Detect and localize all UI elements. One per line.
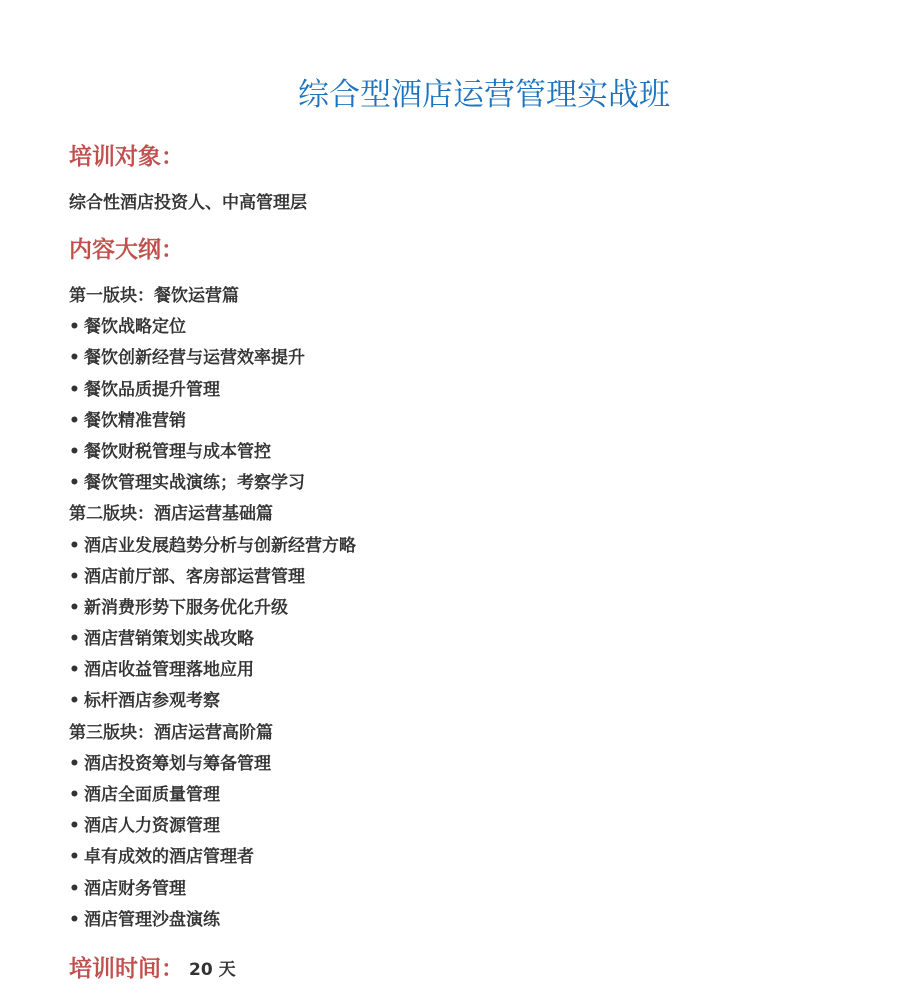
section-label: 第二版块：酒店运营基础篇 (69, 504, 273, 525)
list-item-label: 酒店业发展趋势分析与创新经营方略 (84, 535, 356, 556)
bullet-icon: • (69, 441, 80, 462)
list-item-label: 餐饮战略定位 (84, 317, 186, 338)
bullet-icon: • (69, 691, 80, 712)
outline-section-title (69, 721, 889, 752)
list-item-label: 餐饮创新经营与运营效率提升 (84, 348, 305, 369)
target-heading: 培训对象： (69, 144, 184, 170)
bullet-icon: • (69, 816, 80, 837)
bullet-icon: • (69, 317, 80, 338)
bullet-icon: • (69, 785, 80, 805)
outline-section-title (69, 284, 889, 315)
outline-heading: 内容大纲： (69, 237, 184, 263)
bullet-icon: • (69, 379, 80, 400)
list-item-label: 酒店管理沙盘演练 (84, 909, 220, 930)
outline-list-item (69, 565, 889, 596)
outline-list-item (69, 752, 889, 783)
outline-list-item (69, 409, 889, 440)
outline-list-item (69, 471, 889, 502)
bullet-icon: • (69, 753, 80, 774)
bullet-icon: • (69, 597, 80, 618)
outline-list-item (69, 315, 889, 346)
bullet-icon: • (69, 473, 80, 494)
list-item-label: 酒店人力资源管理 (84, 816, 220, 837)
bullet-icon: • (69, 348, 80, 369)
list-item-label: 餐饮品质提升管理 (84, 379, 220, 400)
bullet-icon: • (69, 629, 80, 650)
list-item-label: 新消费形势下服务优化升级 (84, 597, 288, 618)
bullet-icon: • (69, 566, 80, 587)
bullet-icon: • (69, 660, 80, 681)
outline-list-item (69, 658, 889, 689)
outline-list-item (69, 346, 889, 377)
target-text: 综合性酒店投资人、中高管理层 (69, 193, 307, 213)
list-item-label: 餐饮财税管理与成本管控 (84, 441, 271, 462)
section-label: 第一版块：餐饮运营篇 (69, 286, 239, 306)
outline-list-item (69, 627, 889, 658)
time-heading: 培训时间： (69, 956, 184, 982)
bullet-icon: • (69, 847, 80, 868)
outline-section-title (69, 502, 889, 533)
list-item-label: 餐饮精准营销 (84, 410, 186, 431)
outline-list-item (69, 534, 889, 565)
bullet-icon: • (69, 878, 80, 899)
section-label: 第三版块：酒店运营高阶篇 (69, 722, 273, 743)
document-title: 综合型酒店运营管理实战班 (298, 77, 670, 113)
outline-list (69, 284, 889, 939)
outline-list-item (69, 378, 889, 409)
outline-list-item (69, 689, 889, 720)
time-value: 20 天 (189, 960, 236, 980)
outline-list-item (69, 440, 889, 471)
outline-list-item (69, 877, 889, 908)
outline-list-item (69, 908, 889, 939)
outline-list-item (69, 783, 889, 814)
outline-list-item (69, 845, 889, 876)
bullet-icon: • (69, 909, 80, 930)
list-item-label: 酒店前厅部、客房部运营管理 (84, 566, 305, 587)
list-item-label: 酒店财务管理 (84, 878, 186, 899)
bullet-icon: • (69, 410, 80, 431)
list-item-label: 卓有成效的酒店管理者 (84, 847, 254, 868)
list-item-label: 酒店全面质量管理 (84, 785, 220, 805)
outline-list-item (69, 814, 889, 845)
list-item-label: 酒店营销策划实战攻略 (84, 629, 254, 650)
outline-list-item (69, 596, 889, 627)
list-item-label: 酒店投资筹划与筹备管理 (84, 753, 271, 774)
bullet-icon: • (69, 535, 80, 556)
list-item-label: 标杆酒店参观考察 (84, 691, 220, 712)
list-item-label: 餐饮管理实战演练；考察学习 (84, 473, 305, 494)
list-item-label: 酒店收益管理落地应用 (84, 660, 254, 681)
